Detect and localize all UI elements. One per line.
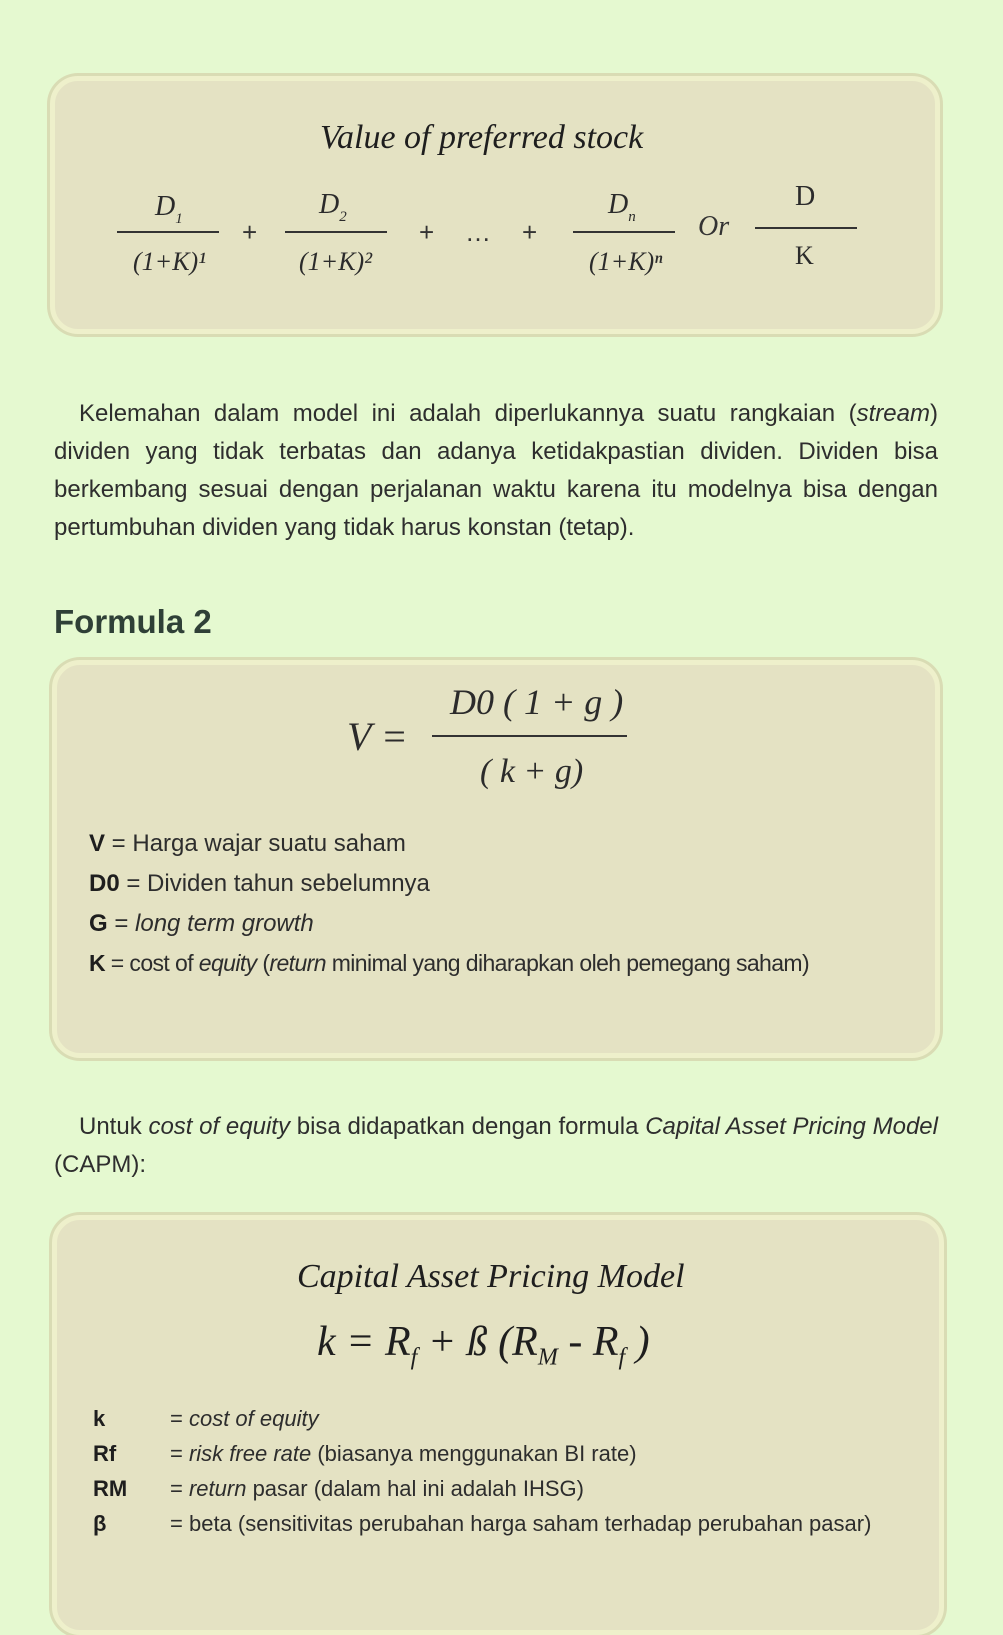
fraction-2-bar [285, 231, 387, 233]
fraction-3-denominator: (1+K)ⁿ [589, 247, 663, 276]
definition-key: β [93, 1511, 107, 1536]
fraction-1-numerator [155, 191, 183, 227]
definition-text: = Harga wajar suatu saham [105, 830, 406, 857]
definition-value: = cost of equity [170, 1406, 319, 1431]
formula-r: R [385, 1319, 411, 1365]
definition-italic: return [269, 950, 326, 976]
or-label: Or [698, 211, 730, 242]
fraction-1-denominator: (1+K)¹ [133, 247, 206, 276]
formula-subscript-f: f [410, 1344, 418, 1371]
definition-italic: equity [198, 950, 257, 976]
definition-key: V [89, 830, 106, 857]
plus-sign: + [242, 217, 258, 247]
formula-plus: + [417, 1319, 467, 1365]
numerator-subscript: n [628, 209, 636, 225]
definition-g [89, 910, 314, 938]
fraction-3-bar [573, 231, 675, 233]
capm-formula [317, 1318, 650, 1371]
numerator-d: D [608, 189, 629, 220]
definition-d0 [89, 870, 430, 898]
fraction-4-numerator: D [795, 181, 816, 212]
section-heading-formula-2: Formula 2 [54, 603, 212, 640]
paragraph-text: Kelemahan dalam model ini adalah diperlukannya suatu rangkaian ( [79, 400, 857, 427]
formula-beta: ß [466, 1319, 488, 1365]
fraction-2-numerator [319, 189, 347, 225]
definition-text: = Dividen tahun sebelumnya [119, 870, 430, 897]
ellipsis: … [465, 217, 491, 247]
formula-close: ) [625, 1319, 650, 1365]
numerator-subscript: 2 [339, 209, 347, 225]
definition-key: K [89, 950, 106, 976]
paragraph-text: (CAPM): [54, 1151, 146, 1178]
formula-minus: - R [557, 1319, 619, 1365]
definition-text: = [107, 910, 136, 937]
definition-key: D0 [89, 870, 120, 897]
preferred-stock-formula-card [50, 76, 940, 334]
capm-card [52, 1215, 944, 1635]
plus-sign: + [419, 217, 435, 247]
definition-key: G [89, 910, 108, 937]
formula-k: k [317, 1319, 336, 1365]
paragraph-text: ) dividen yang tidak terbatas dan adanya ketidakpastian dividen. Dividen bisa berkembang sesuai dengan perjalanan waktu karena itu modelnya bisa dengan pertumbuhan dividen yang tidak harus konstan (tetap). [54, 400, 938, 541]
fraction-2-denominator: (1+K)² [299, 247, 372, 276]
paragraph-italic: stream [856, 400, 930, 427]
paragraph-capm-intro [54, 1108, 938, 1184]
numerator-d: D [155, 191, 176, 222]
fraction-4-bar [755, 227, 857, 229]
paragraph-text: Untuk [79, 1113, 149, 1140]
definition-key: Rf [93, 1441, 117, 1466]
definition-key: RM [93, 1476, 128, 1501]
formula-numerator: D0 ( 1 + g ) [450, 682, 624, 722]
definition-k [89, 950, 809, 977]
fraction-3-numerator [608, 189, 636, 225]
plus-sign: + [522, 217, 538, 247]
definition-text: ( [256, 950, 270, 976]
formula-denominator: ( k + g) [480, 753, 584, 790]
paragraph-text: bisa didapatkan dengan formula [289, 1113, 646, 1140]
formula-subscript-m: M [537, 1344, 558, 1371]
paragraph-weakness [54, 395, 938, 547]
fraction-4-denominator: K [795, 241, 814, 270]
definition-text: minimal yang diharapkan oleh pemegang saham) [325, 950, 810, 976]
numerator-subscript: 1 [175, 211, 183, 227]
paragraph-italic: cost of equity [148, 1113, 290, 1140]
capm-title: Capital Asset Pricing Model [297, 1258, 685, 1295]
formula-subscript-f: f [618, 1344, 626, 1371]
formula-fraction-bar [432, 735, 627, 737]
card-title: Value of preferred stock [320, 119, 644, 156]
formula-open: (R [487, 1319, 538, 1365]
numerator-d: D [319, 189, 340, 220]
definition-v [89, 830, 406, 858]
definition-value: = risk free rate (biasanya menggunakan BI rate) [170, 1441, 637, 1466]
formula-lhs: V = [347, 714, 408, 759]
formula-2-card [52, 660, 940, 1058]
formula-equals: = [335, 1319, 385, 1365]
definition-value: = beta (sensitivitas perubahan harga saham terhadap perubahan pasar) [170, 1511, 872, 1536]
fraction-1-bar [117, 231, 219, 233]
paragraph-italic: Capital Asset Pricing Model [645, 1113, 938, 1140]
definition-italic: long term growth [135, 910, 314, 937]
definition-key: k [93, 1406, 106, 1431]
definition-text: = cost of [105, 950, 199, 976]
definition-value: = return pasar (dalam hal ini adalah IHSG) [170, 1476, 584, 1501]
